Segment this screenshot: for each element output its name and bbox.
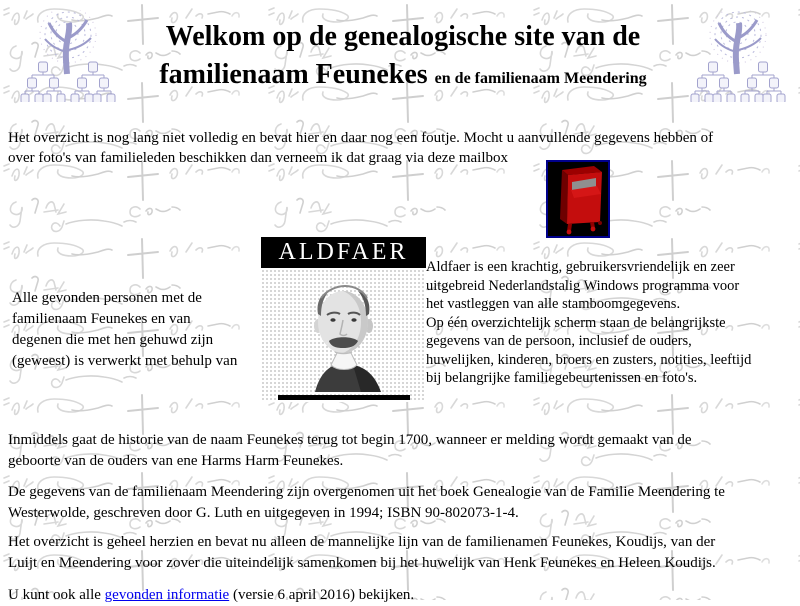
right-text-line: huwelijken, kinderen, broers en zusters, notities, leeftijd — [426, 351, 752, 368]
intro-paragraph — [8, 128, 792, 168]
aldfaer-banner-label: ALDFAER — [261, 237, 426, 268]
founder-portrait-image — [261, 268, 426, 392]
revision-line: Het overzicht is geheel herzien en bevat nu alleen de mannelijke lijn van de familienamen Feunekes, Koudijs, van der — [8, 534, 716, 550]
title-line2-main: familienaam Feunekes — [159, 59, 428, 90]
left-text-line: Alle gevonden personen met de — [12, 290, 202, 306]
page-title — [120, 18, 686, 98]
revision-line: Luijt en Meendering voor zover die uiteindelijk samenkomen bij het huwelijk van Henk Feunekes en Heleen Koudijs. — [8, 555, 716, 571]
left-text-line: (geweest) is verwerkt met behulp van — [12, 353, 238, 369]
left-text-line: degenen die met hen gehuwd zijn — [12, 332, 214, 348]
left-text-line: familienaam Feunekes en van — [12, 311, 191, 327]
history-line: geboorte van de ouders van ene Harms Harm Feunekes. — [8, 453, 344, 469]
right-text-line: gegevens van de persoon, inclusief de ouders, — [426, 333, 692, 349]
intro-line: Het overzicht is nog lang niet volledig en bevat hier en daar nog een foutje. Mocht u aanvullende gegevens hebben of — [8, 130, 714, 146]
page-header — [8, 0, 792, 112]
portrait-halftone-area — [261, 268, 426, 392]
title-line2-sub: en de familienaam Meendering — [434, 70, 647, 87]
footer-text-prefix: U kunt ook alle — [8, 587, 105, 603]
gevonden-informatie-link[interactable]: gevonden informatie — [104, 587, 230, 603]
title-line-2 — [120, 56, 686, 98]
history-paragraph — [8, 430, 792, 472]
aldfaer-right-text — [426, 258, 792, 388]
intro-line: over foto's van familieleden beschikken dan verneem ik dat graag via deze mailbox — [8, 150, 509, 166]
right-text-line: uitgebreid Nederlandstalig Windows programma voor — [426, 277, 740, 294]
aldfaer-left-text — [8, 288, 261, 372]
family-tree-icon — [690, 10, 786, 102]
aldfaer-section — [8, 237, 792, 402]
title-line-1: Welkom op de genealogische site van de — [165, 21, 641, 52]
aldfaer-logo-link[interactable] — [261, 237, 426, 402]
meendering-line: De gegevens van de familienaam Meendering zijn overgenomen uit het boek Genealogie van de Familie Meendering te — [8, 484, 725, 500]
right-text-line: het vastleggen van alle stamboomgegevens. — [426, 296, 681, 312]
footer-paragraph — [8, 585, 792, 606]
intro-section — [8, 128, 792, 168]
footer-text-suffix: (versie 6 april 2016) bekijken. — [229, 587, 415, 603]
revision-paragraph — [8, 532, 792, 574]
mailbox-link[interactable] — [546, 160, 610, 238]
right-text-line: bij belangrijke familiegebeurtenissen en foto's. — [426, 370, 698, 386]
family-tree-icon — [20, 10, 116, 102]
aldfaer-bottom-bar — [278, 395, 410, 400]
right-text-line: Aldfaer is een krachtig, gebruikersvriendelijk en zeer — [426, 259, 735, 275]
red-mailbox-icon — [548, 162, 608, 236]
history-line: Inmiddels gaat de historie van de naam Feunekes terug tot begin 1700, wanneer er melding wordt gemaakt van de — [8, 432, 692, 448]
meendering-line: Westerwolde, geschreven door G. Luth en uitgegeven in 1994; ISBN 90-802073-1-4. — [8, 505, 519, 521]
right-text-line: Op één overzichtelijk scherm staan de belangrijkste — [426, 314, 726, 331]
meendering-paragraph — [8, 482, 792, 524]
